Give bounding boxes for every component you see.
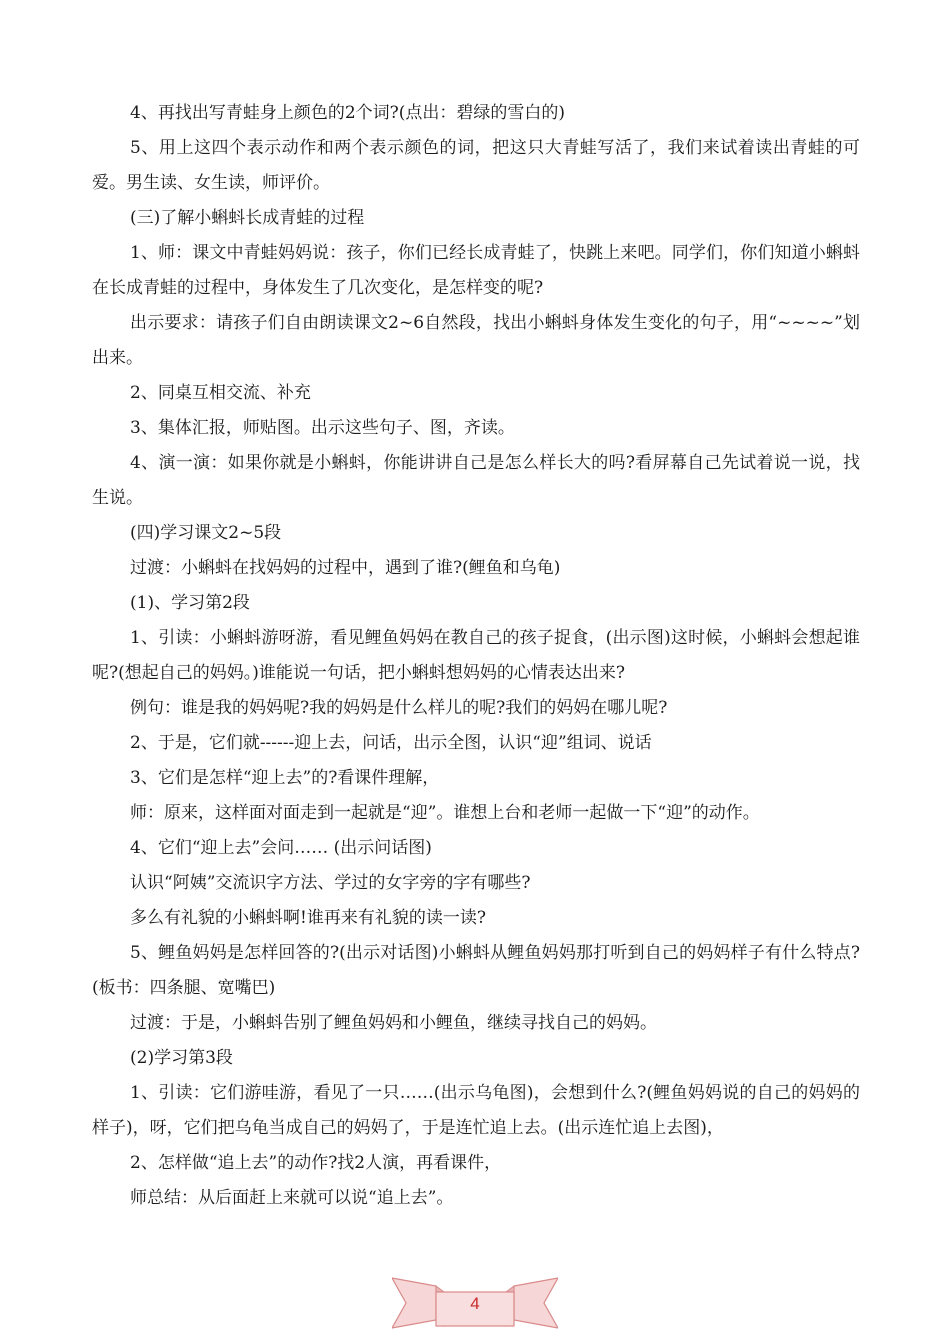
paragraph: 过渡：于是，小蝌蚪告别了鲤鱼妈妈和小鲤鱼，继续寻找自己的妈妈。: [130, 1013, 657, 1033]
paragraph: 3、集体汇报，师贴图。出示这些句子、图，齐读。: [130, 418, 515, 438]
paragraph: 4、它们“迎上去”会问…… (出示问话图): [130, 838, 432, 858]
section-heading: (四)学习课文2~5段: [130, 523, 282, 543]
paragraph: 师总结：从后面赶上来就可以说“追上去”。: [130, 1188, 454, 1208]
paragraph: 2、同桌互相交流、补充: [130, 383, 311, 403]
subsection-heading: (2)学习第3段: [130, 1048, 233, 1068]
paragraph: 1、师：课文中青蛙妈妈说：孩子，你们已经长成青蛙了，快跳上来吧。同学们，你们知道小蝌蚪在长成青蛙的过程中，身体发生了几次变化，是怎样变的呢?: [92, 243, 860, 298]
page-number: 4: [470, 1294, 480, 1313]
paragraph: 出示要求：请孩子们自由朗读课文2~6自然段，找出小蝌蚪身体发生变化的句子，用“~~~~”划出来。: [92, 313, 860, 368]
subsection-heading: (1)、学习第2段: [130, 593, 250, 613]
section-heading: (三)了解小蝌蚪长成青蛙的过程: [130, 208, 365, 228]
paragraph: 5、鲤鱼妈妈是怎样回答的?(出示对话图)小蝌蚪从鲤鱼妈妈那打听到自己的妈妈样子有什么特点?(板书：四条腿、宽嘴巴): [92, 943, 860, 998]
paragraph: 2、于是，它们就------迎上去，问话，出示全图，认识“迎”组词、说话: [130, 733, 652, 753]
document-body: [92, 96, 860, 1216]
paragraph: 3、它们是怎样“迎上去”的?看课件理解，: [130, 768, 440, 788]
paragraph: 认识“阿姨”交流识字方法、学过的女字旁的字有哪些?: [130, 873, 531, 893]
paragraph: 师：原来，这样面对面走到一起就是“迎”。谁想上台和老师一起做一下“迎”的动作。: [130, 803, 760, 823]
paragraph: 4、演一演：如果你就是小蝌蚪，你能讲讲自己是怎么样长大的吗?看屏幕自己先试着说一说，找生说。: [92, 453, 860, 508]
paragraph: 1、引读：它们游哇游，看见了一只……(出示乌龟图)，会想到什么?(鲤鱼妈妈说的自己的妈妈的样子)，呀，它们把乌龟当成自己的妈妈了，于是连忙追上去。(出示连忙追上去图)，: [92, 1083, 860, 1138]
paragraph: 多么有礼貌的小蝌蚪啊!谁再来有礼貌的读一读?: [130, 908, 486, 928]
paragraph: 过渡：小蝌蚪在找妈妈的过程中，遇到了谁?(鲤鱼和乌龟): [130, 558, 561, 578]
paragraph: 4、再找出写青蛙身上颜色的2个词?(点出：碧绿的雪白的): [130, 103, 566, 123]
paragraph: 例句：谁是我的妈妈呢?我的妈妈是什么样儿的呢?我们的妈妈在哪儿呢?: [130, 698, 668, 718]
paragraph: 2、怎样做“追上去”的动作?找2人演，再看课件，: [130, 1153, 502, 1173]
page-footer: [392, 1272, 558, 1334]
paragraph: 5、用上这四个表示动作和两个表示颜色的词，把这只大青蛙写活了，我们来试着读出青蛙的可爱。男生读、女生读，师评价。: [92, 138, 860, 193]
paragraph: 1、引读：小蝌蚪游呀游，看见鲤鱼妈妈在教自己的孩子捉食，(出示图)这时候，小蝌蚪会想起谁呢?(想起自己的妈妈。)谁能说一句话，把小蝌蚪想妈妈的心情表达出来?: [92, 628, 860, 683]
